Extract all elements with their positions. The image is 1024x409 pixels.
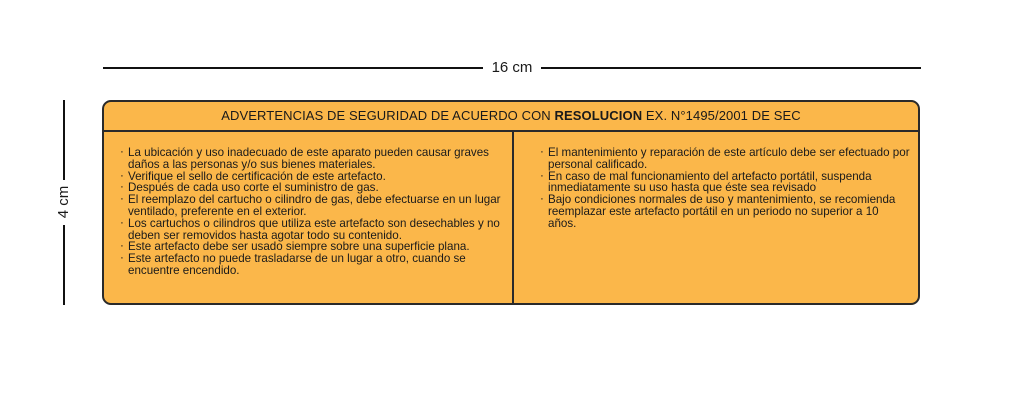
list-item: · El reemplazo del cartucho o cilindro de gas, debe efectuarse en un lugar ventilado, preferente en el exterior. [120, 194, 506, 218]
list-item: · La ubicación y uso inadecuado de este aparato pueden causar graves daños a las personas y/o sus bienes materiales. [120, 147, 506, 171]
height-dimension-line-top [63, 100, 65, 180]
warning-label-header [104, 102, 918, 132]
warning-label [102, 100, 920, 305]
height-dimension [52, 100, 76, 305]
list-item: · Verifique el sello de certificación de este artefacto. [120, 171, 506, 183]
left-warning-list [120, 147, 506, 277]
list-item: · Bajo condiciones normales de uso y mantenimiento, se recomienda reemplazar este artefacto portátil en un periodo no superior a 10 años. [540, 194, 910, 229]
width-dimension-label: 16 cm [491, 59, 533, 76]
list-item: · El mantenimiento y reparación de este artículo debe ser efectuado por personal calificado. [540, 147, 910, 171]
warning-columns [104, 132, 918, 305]
height-dimension-line-bottom [63, 225, 65, 305]
left-column [104, 132, 514, 305]
width-dimension [103, 58, 921, 78]
right-warning-list [540, 147, 910, 230]
list-item: · Los cartuchos o cilindros que utiliza este artefacto son desechables y no deben ser removidos hasta agotar todo su contenido. [120, 218, 506, 242]
header-text-before: ADVERTENCIAS DE SEGURIDAD DE ACUERDO CON [221, 108, 551, 123]
header-text-after: EX. N°1495/2001 DE SEC [645, 108, 801, 123]
list-item: · Este artefacto debe ser usado siempre sobre una superficie plana. [120, 241, 506, 253]
list-item: · En caso de mal funcionamiento del artefacto portátil, suspenda inmediatamente su uso hasta que éste sea revisado [540, 171, 910, 195]
list-item: · Después de cada uso corte el suministro de gas. [120, 182, 506, 194]
header-text-bold: RESOLUCION [554, 108, 643, 123]
list-item: · Este artefacto no puede trasladarse de un lugar a otro, cuando se encuentre encendido. [120, 253, 506, 277]
right-column [514, 132, 918, 305]
height-dimension-label: 4 cm [55, 185, 72, 219]
